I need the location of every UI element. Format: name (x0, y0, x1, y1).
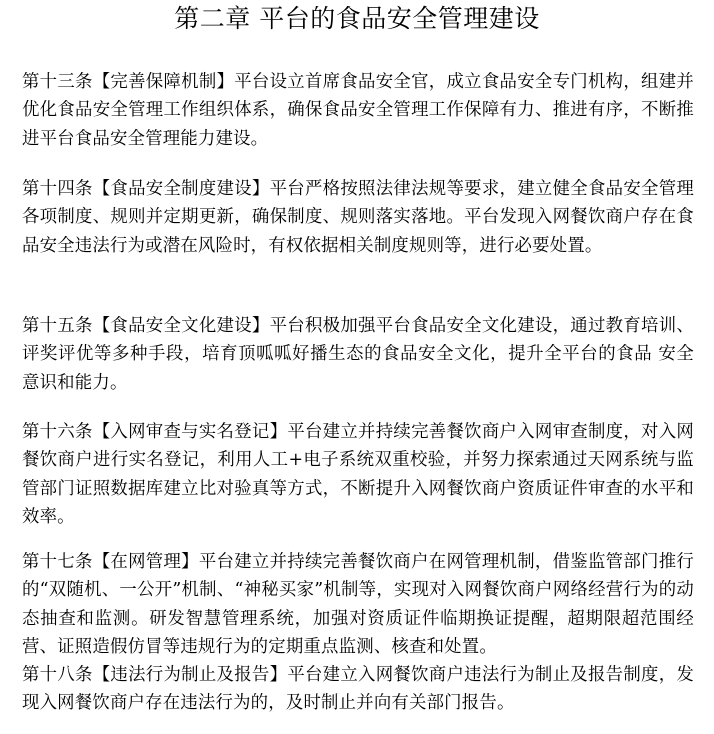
article-heading: 【食品安全文化建设】 (92, 316, 270, 336)
article-number: 第十三条 (22, 72, 93, 92)
article-17 (22, 548, 694, 662)
article-heading: 【完善保障机制】 (92, 72, 235, 92)
article-number: 第十五条 (22, 316, 93, 336)
article-body: 平台设立首席食品安全官，成立食品安全专门机构，组建并优化食品安全管理工作组织体系，确保食品安全管理工作保障有力、推进有序，不断推进平台食品安全管理能力建设。 (22, 72, 694, 149)
article-13 (22, 68, 694, 153)
article-number: 第十七条 (22, 552, 93, 572)
article-16 (22, 418, 694, 532)
article-body: 平台严格按照法律法规等要求，建立健全食品安全管理各项制度、规则并定期更新，确保制度、规则落实落地。平台发现入网餐饮商户存在食品安全违法行为或潜在风险时，有权依据相关制度规则等，进行必要处置。 (22, 179, 694, 256)
article-number: 第十六条 (22, 422, 93, 442)
article-body: 平台积极加强平台食品安全文化建设，通过教育培训、评奖评优等多种手段，培育顶呱呱好播生态的食品安全文化，提升全平台的食品 安全意识和能力。 (22, 316, 694, 393)
chapter-title: 第二章 平台的食品安全管理建设 (174, 4, 540, 33)
article-18 (22, 661, 694, 718)
article-number: 第十四条 (22, 179, 93, 199)
article-heading: 【入网审查与实名登记】 (92, 422, 288, 442)
article-14 (22, 175, 694, 260)
article-heading: 【违法行为制止及报告】 (92, 665, 288, 685)
article-15 (22, 312, 694, 397)
article-heading: 【在网管理】 (92, 552, 199, 572)
article-body: 平台建立并持续完善餐饮商户在网管理机制，借鉴监管部门推行的“双随机、一公开”机制、“神秘买家”机制等，实现对入网餐饮商户网络经营行为的动态抽查和监测。研发智慧管理系统，加强对资质证件临期换证提醒，超期限超范围经营、证照造假仿冒等违规行为的定期重点监测、核查和处置。 (22, 552, 694, 658)
article-heading: 【食品安全制度建设】 (92, 179, 270, 199)
article-number: 第十八条 (22, 665, 93, 685)
article-body: 平台建立并持续完善餐饮商户入网审查制度，对入网餐饮商户进行实名登记，利用人工+电子系统双重校验，并努力探索通过天网系统与监管部门证照数据库建立比对验真等方式，不断提升入网餐饮商户资质证件审查的水平和效率。 (22, 422, 694, 528)
article-body: 平台建立入网餐饮商户违法行为制止及报告制度，发现入网餐饮商户存在违法行为的，及时制止并向有关部门报告。 (22, 665, 694, 714)
